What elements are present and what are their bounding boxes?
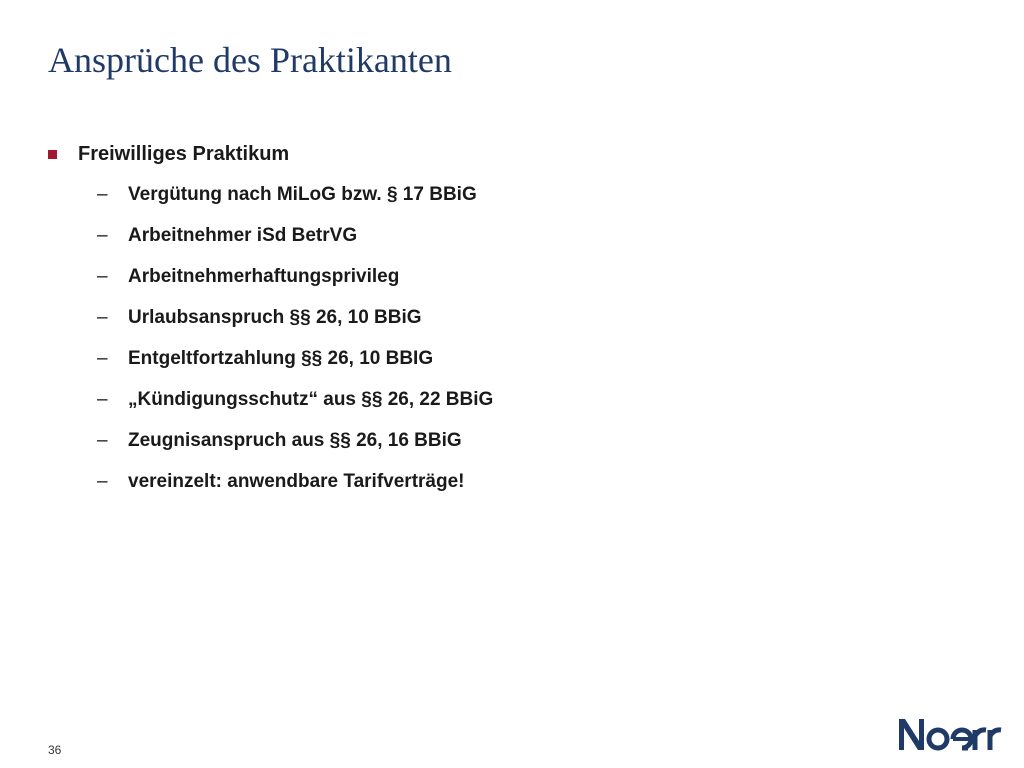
noerr-logo-icon xyxy=(895,712,1007,761)
dash-bullet-icon: – xyxy=(97,471,108,492)
dash-bullet-icon: – xyxy=(97,389,108,410)
sub-item-text: Arbeitnehmerhaftungsprivileg xyxy=(128,266,400,287)
page-number: 36 xyxy=(48,743,62,757)
sub-item xyxy=(48,427,493,455)
sub-item xyxy=(48,263,493,291)
sub-item-text: vereinzelt: anwendbare Tarifverträge! xyxy=(128,471,465,492)
square-bullet-icon xyxy=(48,150,57,159)
sub-item xyxy=(48,386,493,414)
dash-bullet-icon: – xyxy=(97,184,108,205)
sub-item-text: Zeugnisanspruch aus §§ 26, 16 BBiG xyxy=(128,430,462,451)
dash-bullet-icon: – xyxy=(97,266,108,287)
sub-item-text: Vergütung nach MiLoG bzw. § 17 BBiG xyxy=(128,184,477,205)
sub-item xyxy=(48,468,493,496)
sub-bullet-list xyxy=(48,181,493,509)
bullet-text: Freiwilliges Praktikum xyxy=(78,143,290,165)
dash-bullet-icon: – xyxy=(97,307,108,328)
slide-title: Ansprüche des Praktikanten xyxy=(48,40,452,80)
sub-item xyxy=(48,304,493,332)
sub-item xyxy=(48,222,493,250)
sub-item xyxy=(48,181,493,209)
dash-bullet-icon: – xyxy=(97,430,108,451)
sub-item-text: Arbeitnehmer iSd BetrVG xyxy=(128,225,358,246)
dash-bullet-icon: – xyxy=(97,225,108,246)
sub-item-text: Entgeltfortzahlung §§ 26, 10 BBIG xyxy=(128,348,434,369)
sub-item xyxy=(48,345,493,373)
bullet-list xyxy=(48,140,289,168)
bullet-freiwilliges-praktikum xyxy=(48,140,289,168)
dash-bullet-icon: – xyxy=(97,348,108,369)
sub-item-text: „Kündigungsschutz“ aus §§ 26, 22 BBiG xyxy=(128,389,494,410)
sub-item-text: Urlaubsanspruch §§ 26, 10 BBiG xyxy=(128,307,422,328)
